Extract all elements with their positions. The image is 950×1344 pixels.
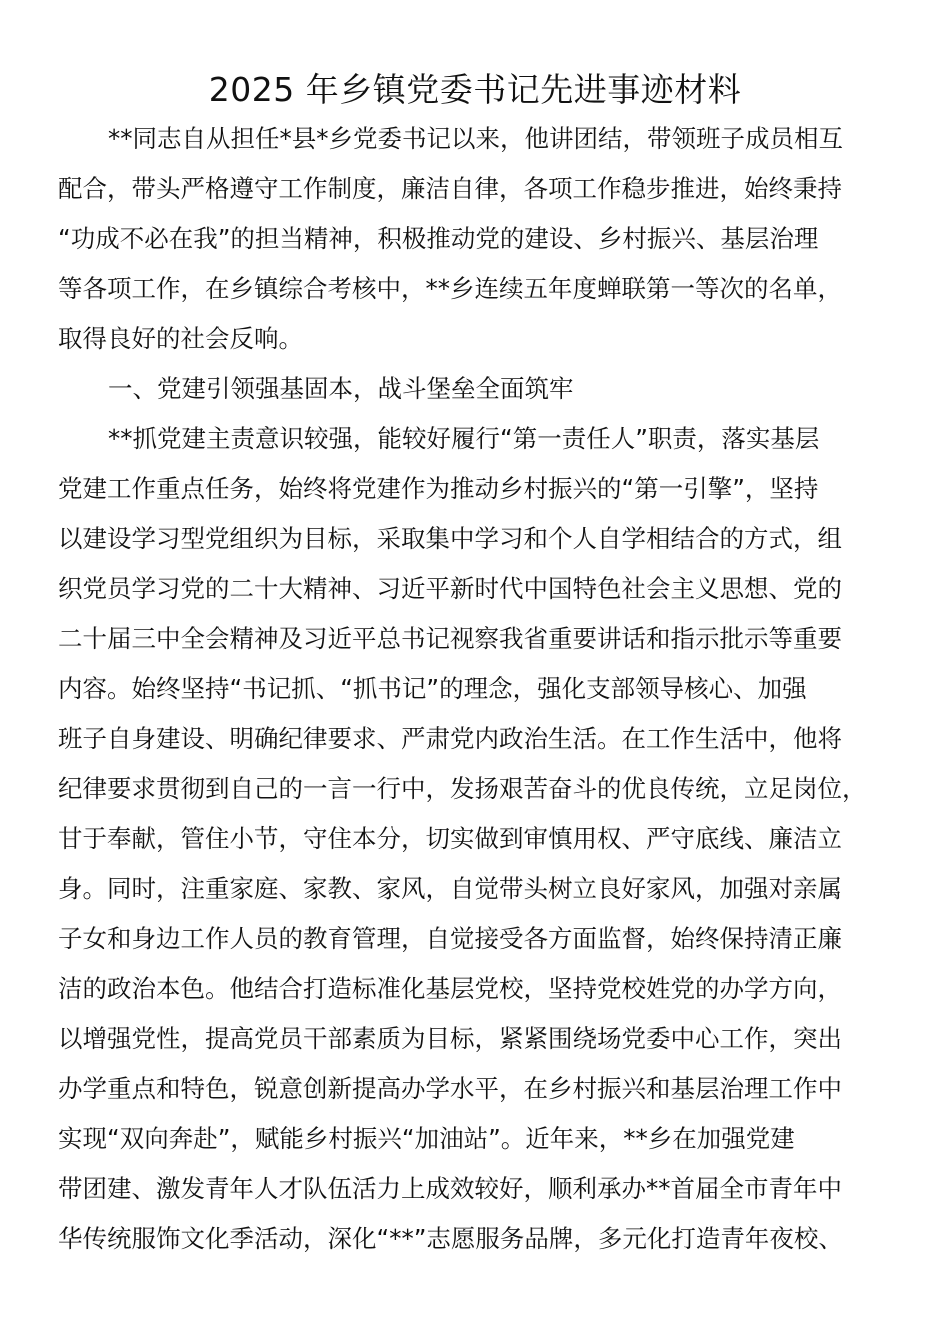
paragraph-2-line-2: 党建工作重点任务，始终将党建作为推动乡村振兴的“第一引擎”，坚持 [58, 474, 819, 503]
document-title: 2025 年乡镇党委书记先进事迹材料 [208, 70, 742, 109]
paragraph-1-line-3: “功成不必在我”的担当精神，积极推动党的建设、乡村振兴、基层治理 [58, 224, 819, 253]
paragraph-1-line-2: 配合，带头严格遵守工作制度，廉洁自律，各项工作稳步推进，始终秉持 [58, 174, 842, 203]
paragraph-2-line-12: 洁的政治本色。他结合打造标准化基层党校，坚持党校姓党的办学方向， [58, 974, 842, 1003]
section-heading-1: 一、党建引领强基固本，战斗堡垒全面筑牢 [108, 374, 574, 403]
paragraph-1-line-5: 取得良好的社会反响。 [58, 324, 303, 353]
paragraph-1-line-1: **同志自从担任*县*乡党委书记以来，他讲团结，带领班子成员相互 [108, 124, 843, 153]
paragraph-1-line-4: 等各项工作，在乡镇综合考核中，**乡连续五年度蝉联第一等次的名单， [58, 274, 842, 303]
paragraph-2-line-17: 华传统服饰文化季活动，深化“**”志愿服务品牌，多元化打造青年夜校、 [58, 1224, 843, 1253]
paragraph-2-line-14: 办学重点和特色，锐意创新提高办学水平，在乡村振兴和基层治理工作中 [58, 1074, 842, 1103]
paragraph-2-line-16: 带团建、激发青年人才队伍活力上成效较好，顺利承办**首届全市青年中 [58, 1174, 842, 1203]
paragraph-2-line-3: 以建设学习型党组织为目标，采取集中学习和个人自学相结合的方式，组 [58, 524, 842, 553]
paragraph-2-line-8: 纪律要求贯彻到自己的一言一行中，发扬艰苦奋斗的优良传统，立足岗位， [58, 774, 867, 803]
paragraph-2-line-13: 以增强党性，提高党员干部素质为目标，紧紧围绕场党委中心工作，突出 [58, 1024, 842, 1053]
paragraph-2-line-10: 身。同时，注重家庭、家教、家风，自觉带头树立良好家风，加强对亲属 [58, 874, 842, 903]
paragraph-2-line-4: 织党员学习党的二十大精神、习近平新时代中国特色社会主义思想、党的 [58, 574, 842, 603]
paragraph-2-line-15: 实现“双向奔赴”，赋能乡村振兴“加油站”。近年来，**乡在加强党建 [58, 1124, 795, 1153]
paragraph-2-line-1: **抓党建主责意识较强，能较好履行“第一责任人”职责，落实基层 [108, 424, 820, 453]
paragraph-2-line-9: 甘于奉献，管住小节，守住本分，切实做到审慎用权、严守底线、廉洁立 [58, 824, 842, 853]
paragraph-2-line-6: 内容。始终坚持“书记抓、“抓书记”的理念，强化支部领导核心、加强 [58, 674, 807, 703]
paragraph-2-line-11: 子女和身边工作人员的教育管理，自觉接受各方面监督，始终保持清正廉 [58, 924, 842, 953]
paragraph-2-line-7: 班子自身建设、明确纪律要求、严肃党内政治生活。在工作生活中，他将 [58, 724, 842, 753]
paragraph-2-line-5: 二十届三中全会精神及习近平总书记视察我省重要讲话和指示批示等重要 [58, 624, 842, 653]
